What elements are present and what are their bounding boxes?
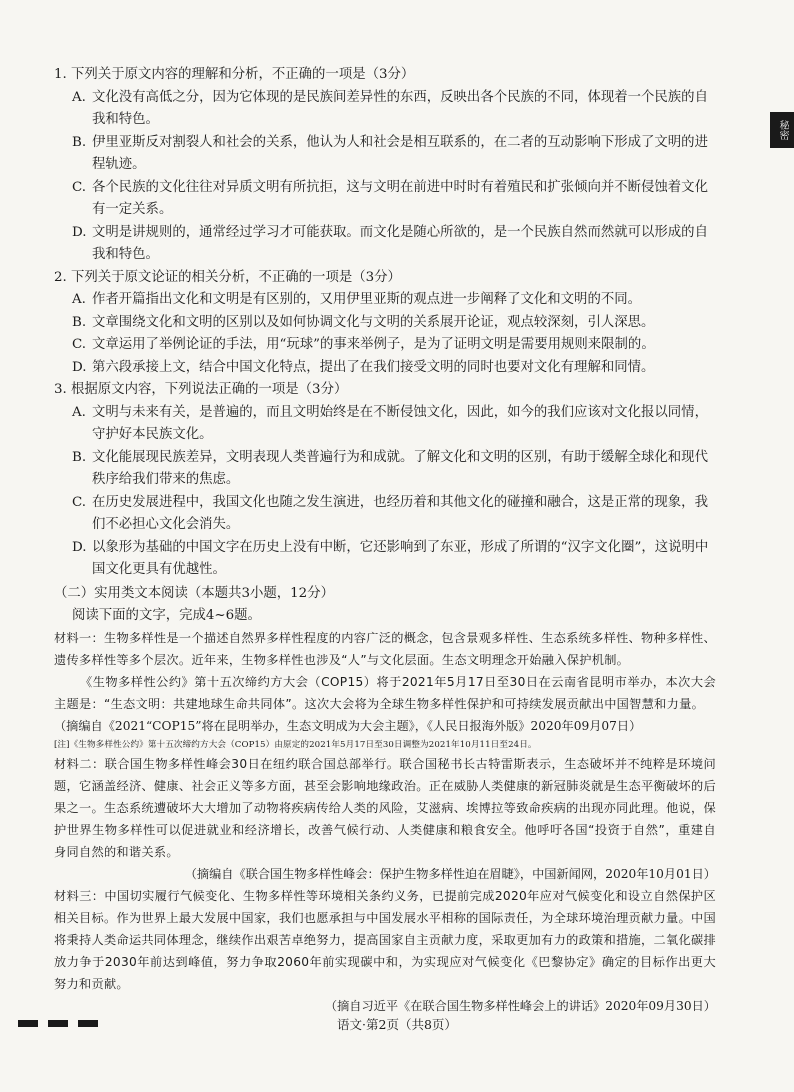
option-letter: C. [72, 179, 87, 195]
option-text: 各个民族的文化往往对异质文明有所抗拒，这与文明在前进中时时有着殖民和扩张倾向并不断侵蚀着文化有一定关系。 [92, 179, 708, 217]
option-d [54, 222, 716, 267]
question-stem: 3. 根据原文内容，下列说法正确的一项是（3分） [54, 382, 348, 397]
section-title: （二）实用类文本阅读（本题共3小题，12分） [54, 585, 334, 601]
option-text: 作者开篇指出文化和文明是有区别的，又用伊里亚斯的观点进一步阐释了文化和文明的不同。 [92, 292, 642, 307]
question-1 [54, 64, 716, 267]
material-1-note: [注]《生物多样性公约》第十五次缔约方大会（COP15）由原定的2021年5月17日至30日调整为2021年10月11日至24日。 [54, 739, 537, 750]
option-letter: D. [72, 224, 87, 240]
material-1-paragraph-2: 《生物多样性公约》第十五次缔约方大会（COP15）将于2021年5月17日至30日在云南省昆明市举办，本次大会主题是：“生态文明：共建地球生命共同体”。这次大会将为全球生物多样性保护和可持续发展贡献出中国智慧和力量。 [54, 674, 716, 711]
option-text: 第六段承接上文，结合中国文化特点，提出了在我们接受文明的同时也要对文化有理解和同情。 [92, 359, 655, 375]
option-letter: C. [72, 494, 87, 510]
option-letter: A. [72, 89, 86, 105]
option-b [54, 312, 716, 335]
option-letter: D. [72, 359, 87, 375]
option-text: 伊里亚斯反对割裂人和社会的关系，他认为人和社会是相互联系的，在二者的互动影响下形成了文明的进程轨迹。 [92, 134, 708, 172]
material-3-paragraph: 材料三：中国切实履行气候变化、生物多样性等环境相关条约义务，已提前完成2020年应对气候变化和设立自然保护区相关目标。作为世界上最大发展中国家，我们也愿承担与中国发展水平相称的国际责任，为全球环境治理贡献力量。中国将秉持人类命运共同体理念，继续作出艰苦卓绝努力，提高国家自主贡献力度，采取更加有力的政策和措施，二氧化碳排放力争于2030年前达到峰值，努力争取2060年前实现碳中和，为实现应对气候变化《巴黎协定》确定的目标作出更大努力和贡献。 [54, 888, 716, 991]
option-text: 文明是讲规则的，通常经过学习才可能获取。而文化是随心所欲的，是一个民族自然而然就可以形成的自我和特色。 [92, 224, 708, 262]
option-a [54, 289, 716, 312]
question-2 [54, 267, 716, 380]
option-a [54, 87, 716, 132]
option-letter: B. [72, 314, 87, 330]
option-text: 文化能展现民族差异，文明表现人类普遍行为和成就。了解文化和文明的区别，有助于缓解全球化和现代秩序给我们带来的焦虑。 [92, 449, 708, 487]
option-letter: A. [72, 292, 86, 307]
option-letter: B. [72, 134, 87, 150]
page-number: 语文·第2页（共8页） [337, 1017, 457, 1032]
question-stem: 2. 下列关于原文论证的相关分析，不正确的一项是（3分） [54, 269, 401, 285]
material-1-source: （摘编自《2021“COP15”将在昆明举办，生态文明成为大会主题》，《人民日报海外版》2020年09月07日） [54, 718, 642, 733]
option-d [54, 537, 716, 582]
option-letter: C. [72, 337, 87, 352]
side-tab: 秘密 [770, 112, 794, 148]
option-b [54, 132, 716, 177]
page-footer [0, 1015, 794, 1039]
option-text: 文明与未来有关，是普遍的，而且文明始终是在不断侵蚀文化，因此，如今的我们应该对文化报以同情，守护好本民族文化。 [92, 404, 708, 442]
option-text: 文章运用了举例论证的手法，用“玩球”的事来举例子，是为了证明文明是需要用规则来限制的。 [92, 337, 655, 352]
material-2-paragraph: 材料二：联合国生物多样性峰会30日在纽约联合国总部举行。联合国秘书长古特雷斯表示，生态破坏并不纯粹是环境问题，它涵盖经济、健康、社会正义等多方面，甚至会影响地缘政治。正在威胁人类健康的新冠肺炎就是生态平衡破坏的后果之一。生态系统遭破坏大大增加了动物将疾病传给人类的风险，艾滋病、埃博拉等致命疾病的出现亦同此理。他说，保护世界生物多样性可以促进就业和经济增长，改善气候行动、人类健康和粮食安全。他呼吁各国“投资于自然”，重建自身同自然的和谐关系。 [54, 756, 716, 859]
material-1-paragraph-1: 材料一：生物多样性是一个描述自然界多样性程度的内容广泛的概念，包含景观多样性、生态系统多样性、物种多样性、遗传多样性等多个层次。近年来，生物多样性也涉及“人”与文化层面。生态文明理念开始融入保护机制。 [54, 630, 716, 667]
option-b [54, 447, 716, 492]
option-text: 文章围绕文化和文明的区别以及如何协调文化与文明的关系展开论证，观点较深刻，引人深思。 [92, 314, 655, 330]
option-a [54, 402, 716, 447]
option-letter: D. [72, 539, 87, 555]
option-c [54, 492, 716, 537]
material-3-source: （摘自习近平《在联合国生物多样性峰会上的讲话》2020年09月30日） [324, 998, 716, 1013]
option-text: 文化没有高低之分，因为它体现的是民族间差异性的东西，反映出各个民族的不同，体现着一个民族的自我和特色。 [92, 89, 708, 127]
option-d [54, 357, 716, 380]
option-text: 以象形为基础的中国文字在历史上没有中断，它还影响到了东亚，形成了所谓的“汉字文化圈”，这说明中国文化更具有优越性。 [92, 539, 709, 577]
option-c [54, 334, 716, 357]
question-stem: 1. 下列关于原文内容的理解和分析，不正确的一项是（3分） [54, 67, 415, 82]
material-2-source: （摘编自《联合国生物多样性峰会：保护生物多样性迫在眉睫》，中国新闻网，2020年10月01日） [184, 866, 716, 881]
question-3 [54, 379, 716, 582]
page-content [54, 64, 716, 1017]
section-lead: 阅读下面的文字，完成4~6题。 [72, 607, 261, 623]
option-text: 在历史发展进程中，我国文化也随之发生演进，也经历着和其他文化的碰撞和融合，这是正常的现象，我们不必担心文化会消失。 [92, 494, 708, 532]
option-letter: B. [72, 449, 87, 465]
option-c [54, 177, 716, 222]
option-letter: A. [72, 404, 86, 420]
